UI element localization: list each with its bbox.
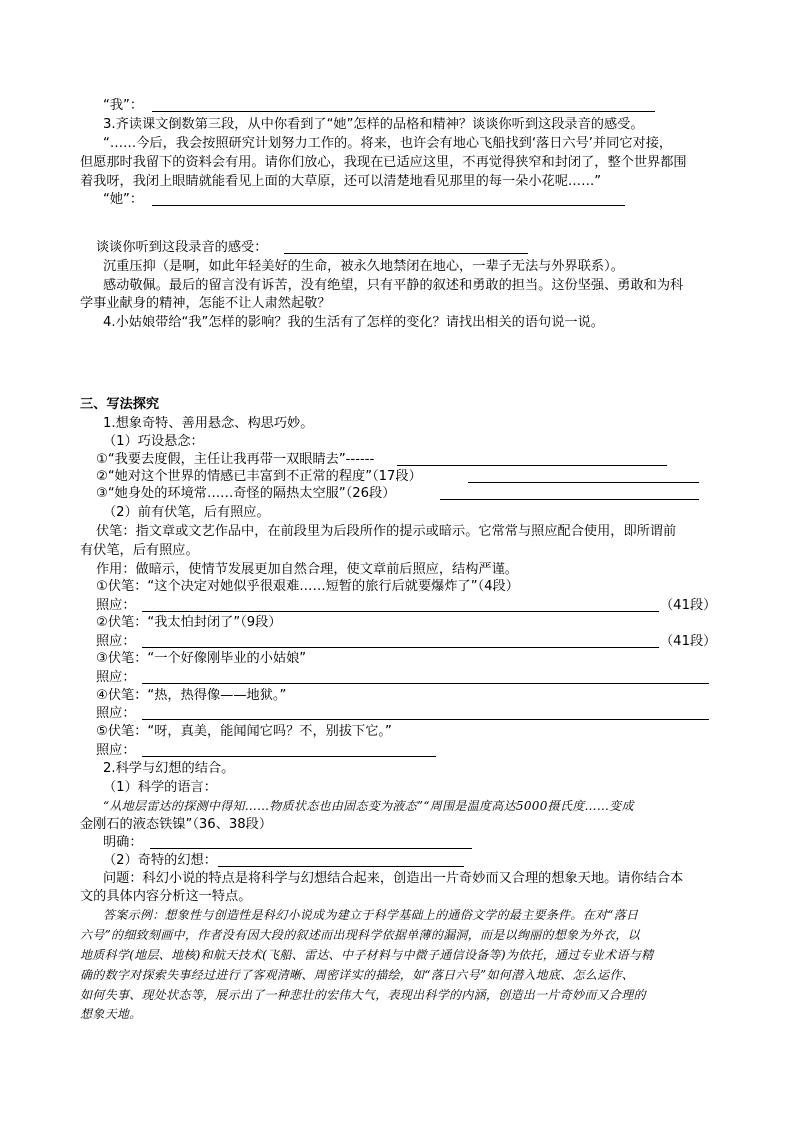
clarify-blank[interactable] — [150, 848, 472, 849]
sample-answer-5: 如何失事、现处状态等，展示出了一种悲壮的宏伟大气，表现出科学的内涵，创造出一片奇妙而又合理的 — [80, 988, 646, 1002]
echo-blank-5[interactable] — [142, 756, 436, 757]
question-analysis: 问题：科幻小说的特点是将科学与幻想结合起来，创造出一片奇妙而又合理的想象天地。请你结合本 — [103, 871, 684, 886]
clarify-label: 明确： — [103, 835, 143, 850]
science-language-quote: “从地层雷达的探测中得知……物质状态也由固态变为液态”“周围是温度高达5000摄氏度……变成 — [103, 799, 634, 813]
foreshadow-1: ①伏笔：“这个决定对她似乎很艰难……短暂的旅行后就要爆炸了”（4段） — [96, 579, 519, 594]
foreshadow-definition-cont: 有伏笔，后有照应。 — [80, 543, 199, 558]
item-suspense-title: （1）巧设悬念： — [103, 434, 204, 449]
quote-line-1: “……今后，我会按照研究计划努力工作的。将来，也许会有地心飞船找到‘落日六号’并同它对接， — [103, 136, 673, 151]
sample-answer-1: 答案示例：想象性与创造性是科幻小说成为建立于科学基础上的通俗文学的最主要条件。在对“落日 — [103, 908, 639, 922]
feeling-answer-2-cont: 学事业献身的精神，怎能不让人肃然起敬？ — [80, 296, 331, 311]
subsection-2: 2.科学与幻想的结合。 — [103, 761, 235, 776]
echo-paragraph-2: （41段） — [660, 634, 717, 649]
foreshadow-definition: 伏笔：指文章或文艺作品中，在前段里为后段所作的提示或暗示。它常常与照应配合使用，即所谓前 — [96, 524, 677, 539]
sample-answer-3: 地质科学(地层、地核)和航天技术(飞船、雷达、中子材料与中微子通信设备等)为依托，通过专业术语与精 — [80, 948, 654, 962]
echo-blank-2[interactable] — [142, 647, 659, 648]
question-analysis-cont: 文的具体内容分析这一特点。 — [80, 889, 252, 904]
echo-label-1: 照应： — [96, 598, 136, 613]
fantasy-blank[interactable] — [218, 866, 464, 867]
science-language-quote-cont: 金刚石的液态铁镍”（36、38段） — [80, 817, 273, 832]
foreshadow-5: ⑤伏笔：“呀，真美，能闻闻它吗？不，别拔下它。” — [96, 724, 392, 739]
quote-line-3: 着我呀，我闭上眼睛就能看见上面的大草原，还可以清楚地看见那里的每一朵小花呢……” — [80, 174, 602, 189]
answer-label-ta: “她”： — [103, 192, 144, 207]
sample-answer-2: 六号”的细致刻画中，作者没有因大段的叙述而出现科学依据单薄的漏洞，而是以绚丽的想象为外衣，以 — [80, 928, 640, 942]
question-3: 3.齐读课文倒数第三段，从中你看到了“她”怎样的品格和精神？谈谈你听到这段录音的感受。 — [103, 117, 644, 132]
feeling-blank[interactable] — [284, 253, 528, 254]
foreshadow-2: ②伏笔：“我太怕封闭了”（9段） — [96, 615, 282, 630]
section-heading-3: 三、写法探究 — [80, 397, 160, 412]
echo-label-5: 照应： — [96, 743, 136, 758]
suspense-item-3: ③“她身处的环境常……奇怪的隔热太空服”（26段） — [96, 486, 396, 501]
science-language-title: （1）科学的语言： — [103, 780, 217, 795]
sample-answer-4: 确的数字对探索失事经过进行了客观清晰、周密详实的描绘，如“落日六号”如何潜入地底、怎么运作、 — [80, 968, 635, 982]
foreshadow-3: ③伏笔：“一个好像刚毕业的小姑娘” — [96, 651, 307, 666]
answer-label-wo: “我”： — [103, 98, 144, 113]
suspense-item-2: ②“她对这个世界的情感已丰富到不正常的程度”（17段） — [96, 469, 422, 484]
question-4: 4.小姑娘带给“我”怎样的影响？我的生活有了怎样的变化？请找出相关的语句说一说。 — [103, 315, 604, 330]
fantasy-title: （2）奇特的幻想： — [103, 853, 217, 868]
quote-line-2: 但愿那时我留下的资料会有用。请你们放心，我现在已适应这里，不再觉得狭窄和封闭了，整个世界都围 — [80, 155, 687, 170]
suspense-blank-1[interactable] — [397, 465, 667, 466]
echo-label-3: 照应： — [96, 670, 136, 685]
echo-blank-1[interactable] — [142, 611, 659, 612]
echo-blank-3[interactable] — [142, 683, 709, 684]
echo-blank-4[interactable] — [142, 719, 709, 720]
echo-paragraph-1: （41段） — [660, 598, 717, 613]
feeling-prompt: 谈谈你听到这段录音的感受： — [96, 240, 268, 255]
foreshadow-4: ④伏笔：“热，热得像——地狱。” — [96, 688, 287, 703]
sample-answer-6: 想象天地。 — [80, 1007, 142, 1021]
echo-label-4: 照应： — [96, 706, 136, 721]
subsection-1: 1.想象奇特、善用悬念、构思巧妙。 — [103, 416, 314, 431]
suspense-item-1: ①“我要去度假，主任让我再带一双眼睛去”------ — [96, 452, 375, 467]
feeling-answer-2: 感动敬佩。最后的留言没有诉苦，没有绝望，只有平静的叙述和勇敢的担当。这份坚强、勇敢和为科 — [103, 278, 684, 293]
answer-blank-wo[interactable] — [152, 111, 655, 112]
foreshadow-function: 作用：做暗示，使情节发展更加自然合理，使文章前后照应，结构严谨。 — [96, 562, 518, 577]
feeling-answer-1: 沉重压抑（是啊，如此年轻美好的生命，被永久地禁闭在地心，一辈子无法与外界联系）。 — [103, 259, 624, 274]
suspense-blank-2[interactable] — [468, 482, 699, 483]
answer-blank-ta[interactable] — [152, 205, 625, 206]
item-foreshadow-title: （2）前有伏笔，后有照应。 — [103, 505, 270, 520]
suspense-blank-3[interactable] — [440, 499, 699, 500]
echo-label-2: 照应： — [96, 634, 136, 649]
